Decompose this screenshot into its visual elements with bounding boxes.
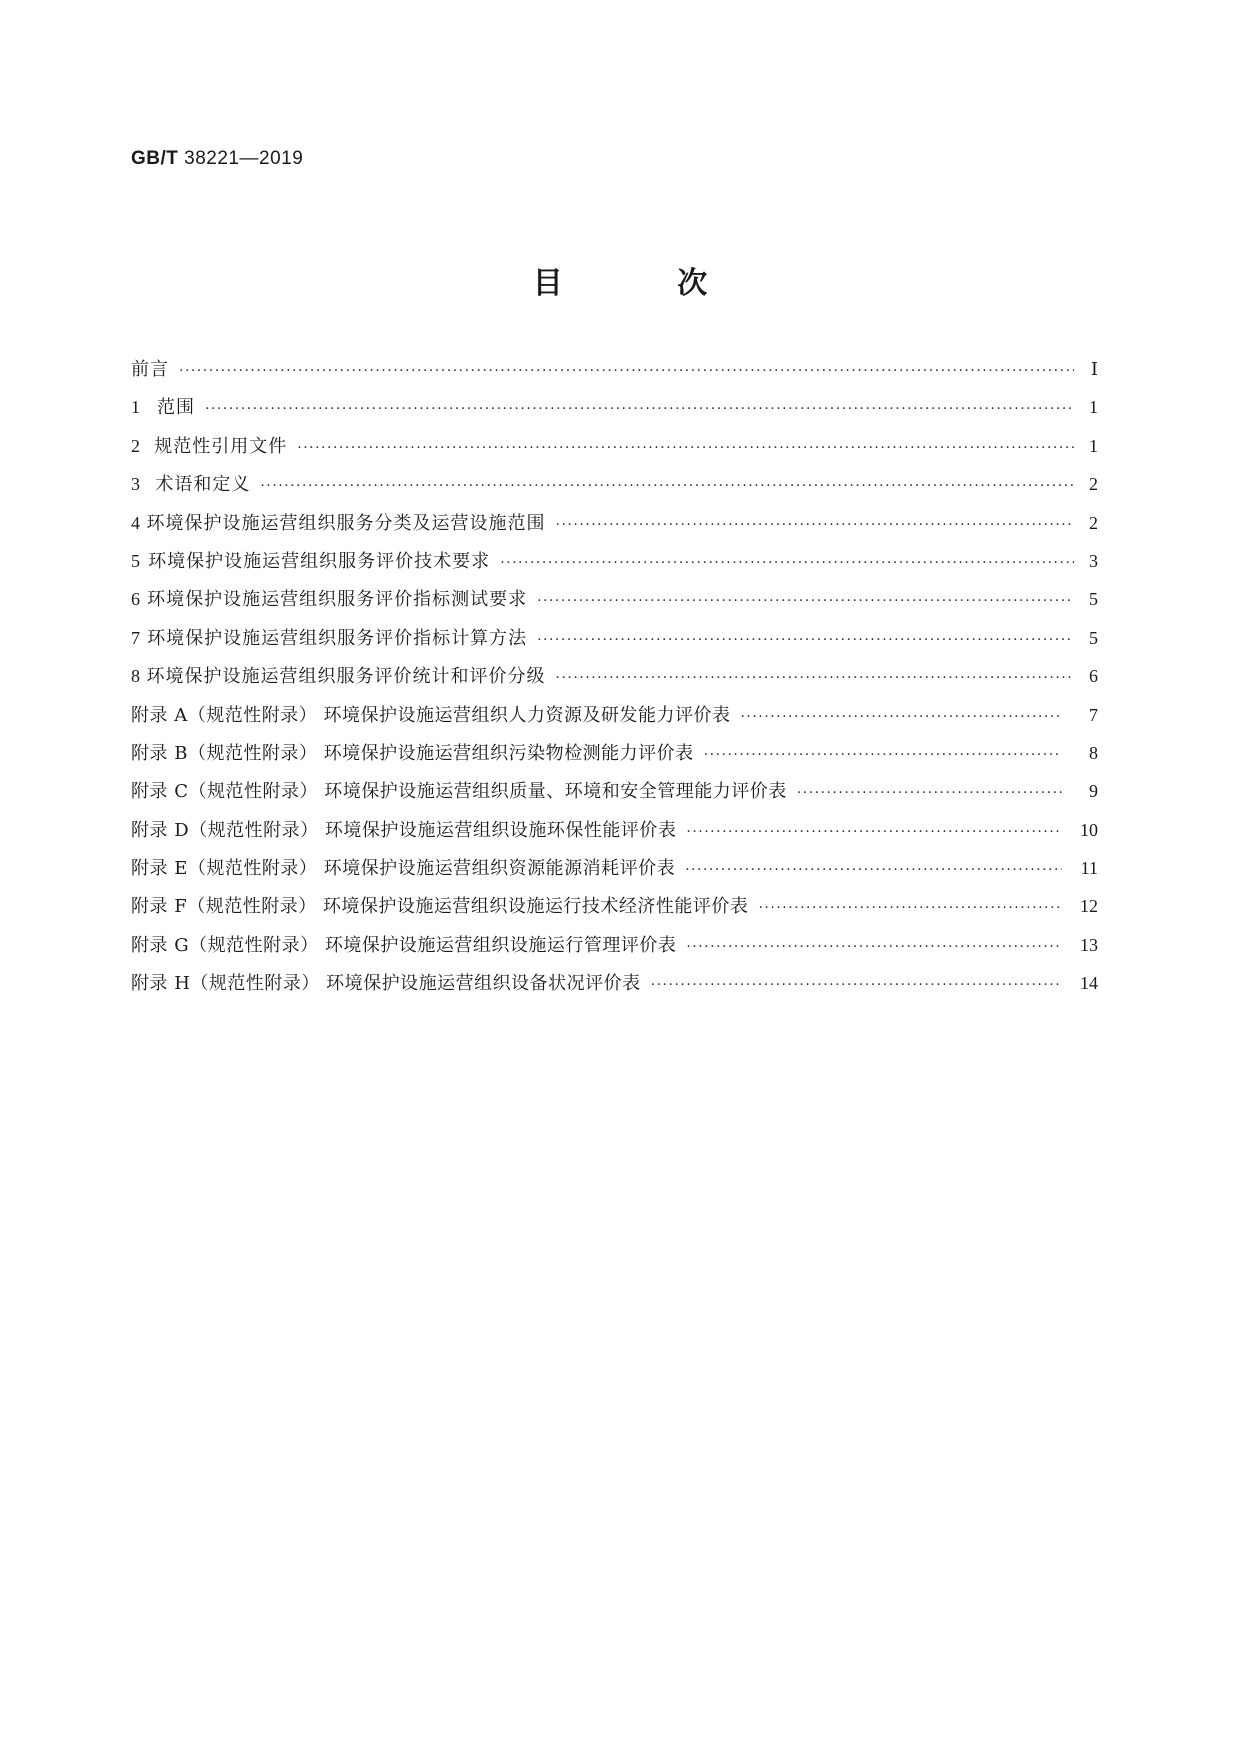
dot-leader <box>758 900 1062 916</box>
toc-entry-3[interactable] <box>131 470 1098 508</box>
toc-entry-number: 4 <box>131 512 140 533</box>
dot-leader <box>556 517 1074 533</box>
toc-entry-label: 范围 <box>157 397 196 419</box>
standard-code-prefix: GB/T <box>131 148 179 169</box>
toc-entry-page: 7 <box>1089 704 1098 725</box>
toc-entry-label: 附录 C（规范性附录） 环境保护设施运营组织质量、环境和安全管理能力评价表 <box>131 781 787 803</box>
page-title: 目 次 <box>532 266 760 301</box>
dot-leader <box>179 363 1074 379</box>
toc-entry-appendix-f[interactable] <box>131 892 1098 930</box>
toc-entry-appendix-d[interactable] <box>131 816 1098 854</box>
toc-entry-page: Ⅰ <box>1090 359 1098 379</box>
dot-leader <box>704 747 1062 763</box>
standard-code-number: 38221—2019 <box>178 148 304 169</box>
toc-entry-appendix-e[interactable] <box>131 854 1098 892</box>
toc-entry-page: 6 <box>1089 666 1098 687</box>
toc-entry-label: 附录 D（规范性附录） 环境保护设施运营组织设施环保性能评价表 <box>131 819 677 841</box>
toc-entry-label: 环境保护设施运营组织服务评价技术要求 <box>148 550 491 572</box>
toc-entry-label: 附录 B（规范性附录） 环境保护设施运营组织污染物检测能力评价表 <box>131 742 694 764</box>
dot-leader <box>651 977 1062 993</box>
toc-entry-label: 环境保护设施运营组织服务评价指标计算方法 <box>147 627 528 649</box>
toc-entry-page: 8 <box>1089 742 1098 763</box>
toc-entry-number: 2 <box>131 435 140 456</box>
toc-entry-label: 附录 A（规范性附录） 环境保护设施运营组织人力资源及研发能力评价表 <box>131 704 731 726</box>
dot-leader <box>537 632 1074 648</box>
toc-entry-page: 1 <box>1089 435 1098 456</box>
toc-entry-foreword[interactable] <box>131 355 1098 393</box>
toc-entry-number: 6 <box>131 589 140 610</box>
toc-entry-page: 14 <box>1080 973 1098 994</box>
toc-entry-number: 5 <box>131 550 140 571</box>
dot-leader <box>297 440 1074 456</box>
toc-entry-label: 规范性引用文件 <box>154 435 288 457</box>
toc-entry-label: 附录 F（规范性附录） 环境保护设施运营组织设施运行技术经济性能评价表 <box>131 896 749 918</box>
dot-leader <box>685 862 1062 878</box>
dot-leader <box>260 478 1074 494</box>
dot-leader <box>500 555 1074 571</box>
toc-entry-number: 1 <box>131 397 140 418</box>
toc-entry-page: 2 <box>1089 512 1098 533</box>
toc-entry-page: 1 <box>1089 397 1098 418</box>
toc-entry-label: 前言 <box>131 359 169 380</box>
toc-entry-page: 3 <box>1089 550 1098 571</box>
toc-entry-4[interactable] <box>131 509 1098 547</box>
toc-entry-label: 环境保护设施运营组织服务评价指标测试要求 <box>147 589 528 611</box>
toc-entry-appendix-c[interactable] <box>131 777 1098 815</box>
toc-entry-8[interactable] <box>131 662 1098 700</box>
toc-entry-number: 7 <box>131 627 140 648</box>
toc-entry-number: 3 <box>131 474 140 495</box>
dot-leader <box>686 824 1062 840</box>
toc-entry-page: 9 <box>1089 781 1098 802</box>
toc-entry-page: 12 <box>1080 896 1098 917</box>
toc-entry-1[interactable] <box>131 393 1098 431</box>
dot-leader <box>537 593 1074 609</box>
toc-entry-label: 附录 E（规范性附录） 环境保护设施运营组织资源能源消耗评价表 <box>131 858 676 880</box>
toc-entry-label: 附录 H（规范性附录） 环境保护设施运营组织设备状况评价表 <box>131 973 641 995</box>
toc-entry-appendix-b[interactable] <box>131 739 1098 777</box>
toc-entry-page: 5 <box>1089 589 1098 610</box>
toc-entry-5[interactable] <box>131 547 1098 585</box>
dot-leader <box>740 709 1062 725</box>
dot-leader <box>686 939 1062 955</box>
table-of-contents <box>131 355 1098 1008</box>
dot-leader <box>797 785 1062 801</box>
toc-entry-label: 术语和定义 <box>155 474 251 496</box>
dot-leader <box>556 670 1074 686</box>
toc-entry-appendix-g[interactable] <box>131 931 1098 969</box>
toc-entry-appendix-a[interactable] <box>131 701 1098 739</box>
toc-entry-page: 2 <box>1089 474 1098 495</box>
standard-code <box>131 148 303 170</box>
toc-entry-number: 8 <box>131 666 140 687</box>
toc-entry-2[interactable] <box>131 432 1098 470</box>
toc-entry-appendix-h[interactable] <box>131 969 1098 1007</box>
toc-entry-page: 13 <box>1080 934 1098 955</box>
toc-entry-page: 10 <box>1080 819 1098 840</box>
toc-entry-label: 环境保护设施运营组织服务评价统计和评价分级 <box>146 666 546 688</box>
toc-entry-label: 附录 G（规范性附录） 环境保护设施运营组织设施运行管理评价表 <box>131 934 677 956</box>
toc-entry-label: 环境保护设施运营组织服务分类及运营设施范围 <box>146 512 546 534</box>
toc-entry-6[interactable] <box>131 585 1098 623</box>
toc-entry-page: 11 <box>1080 858 1098 879</box>
toc-entry-7[interactable] <box>131 624 1098 662</box>
toc-entry-page: 5 <box>1089 627 1098 648</box>
dot-leader <box>205 401 1074 417</box>
